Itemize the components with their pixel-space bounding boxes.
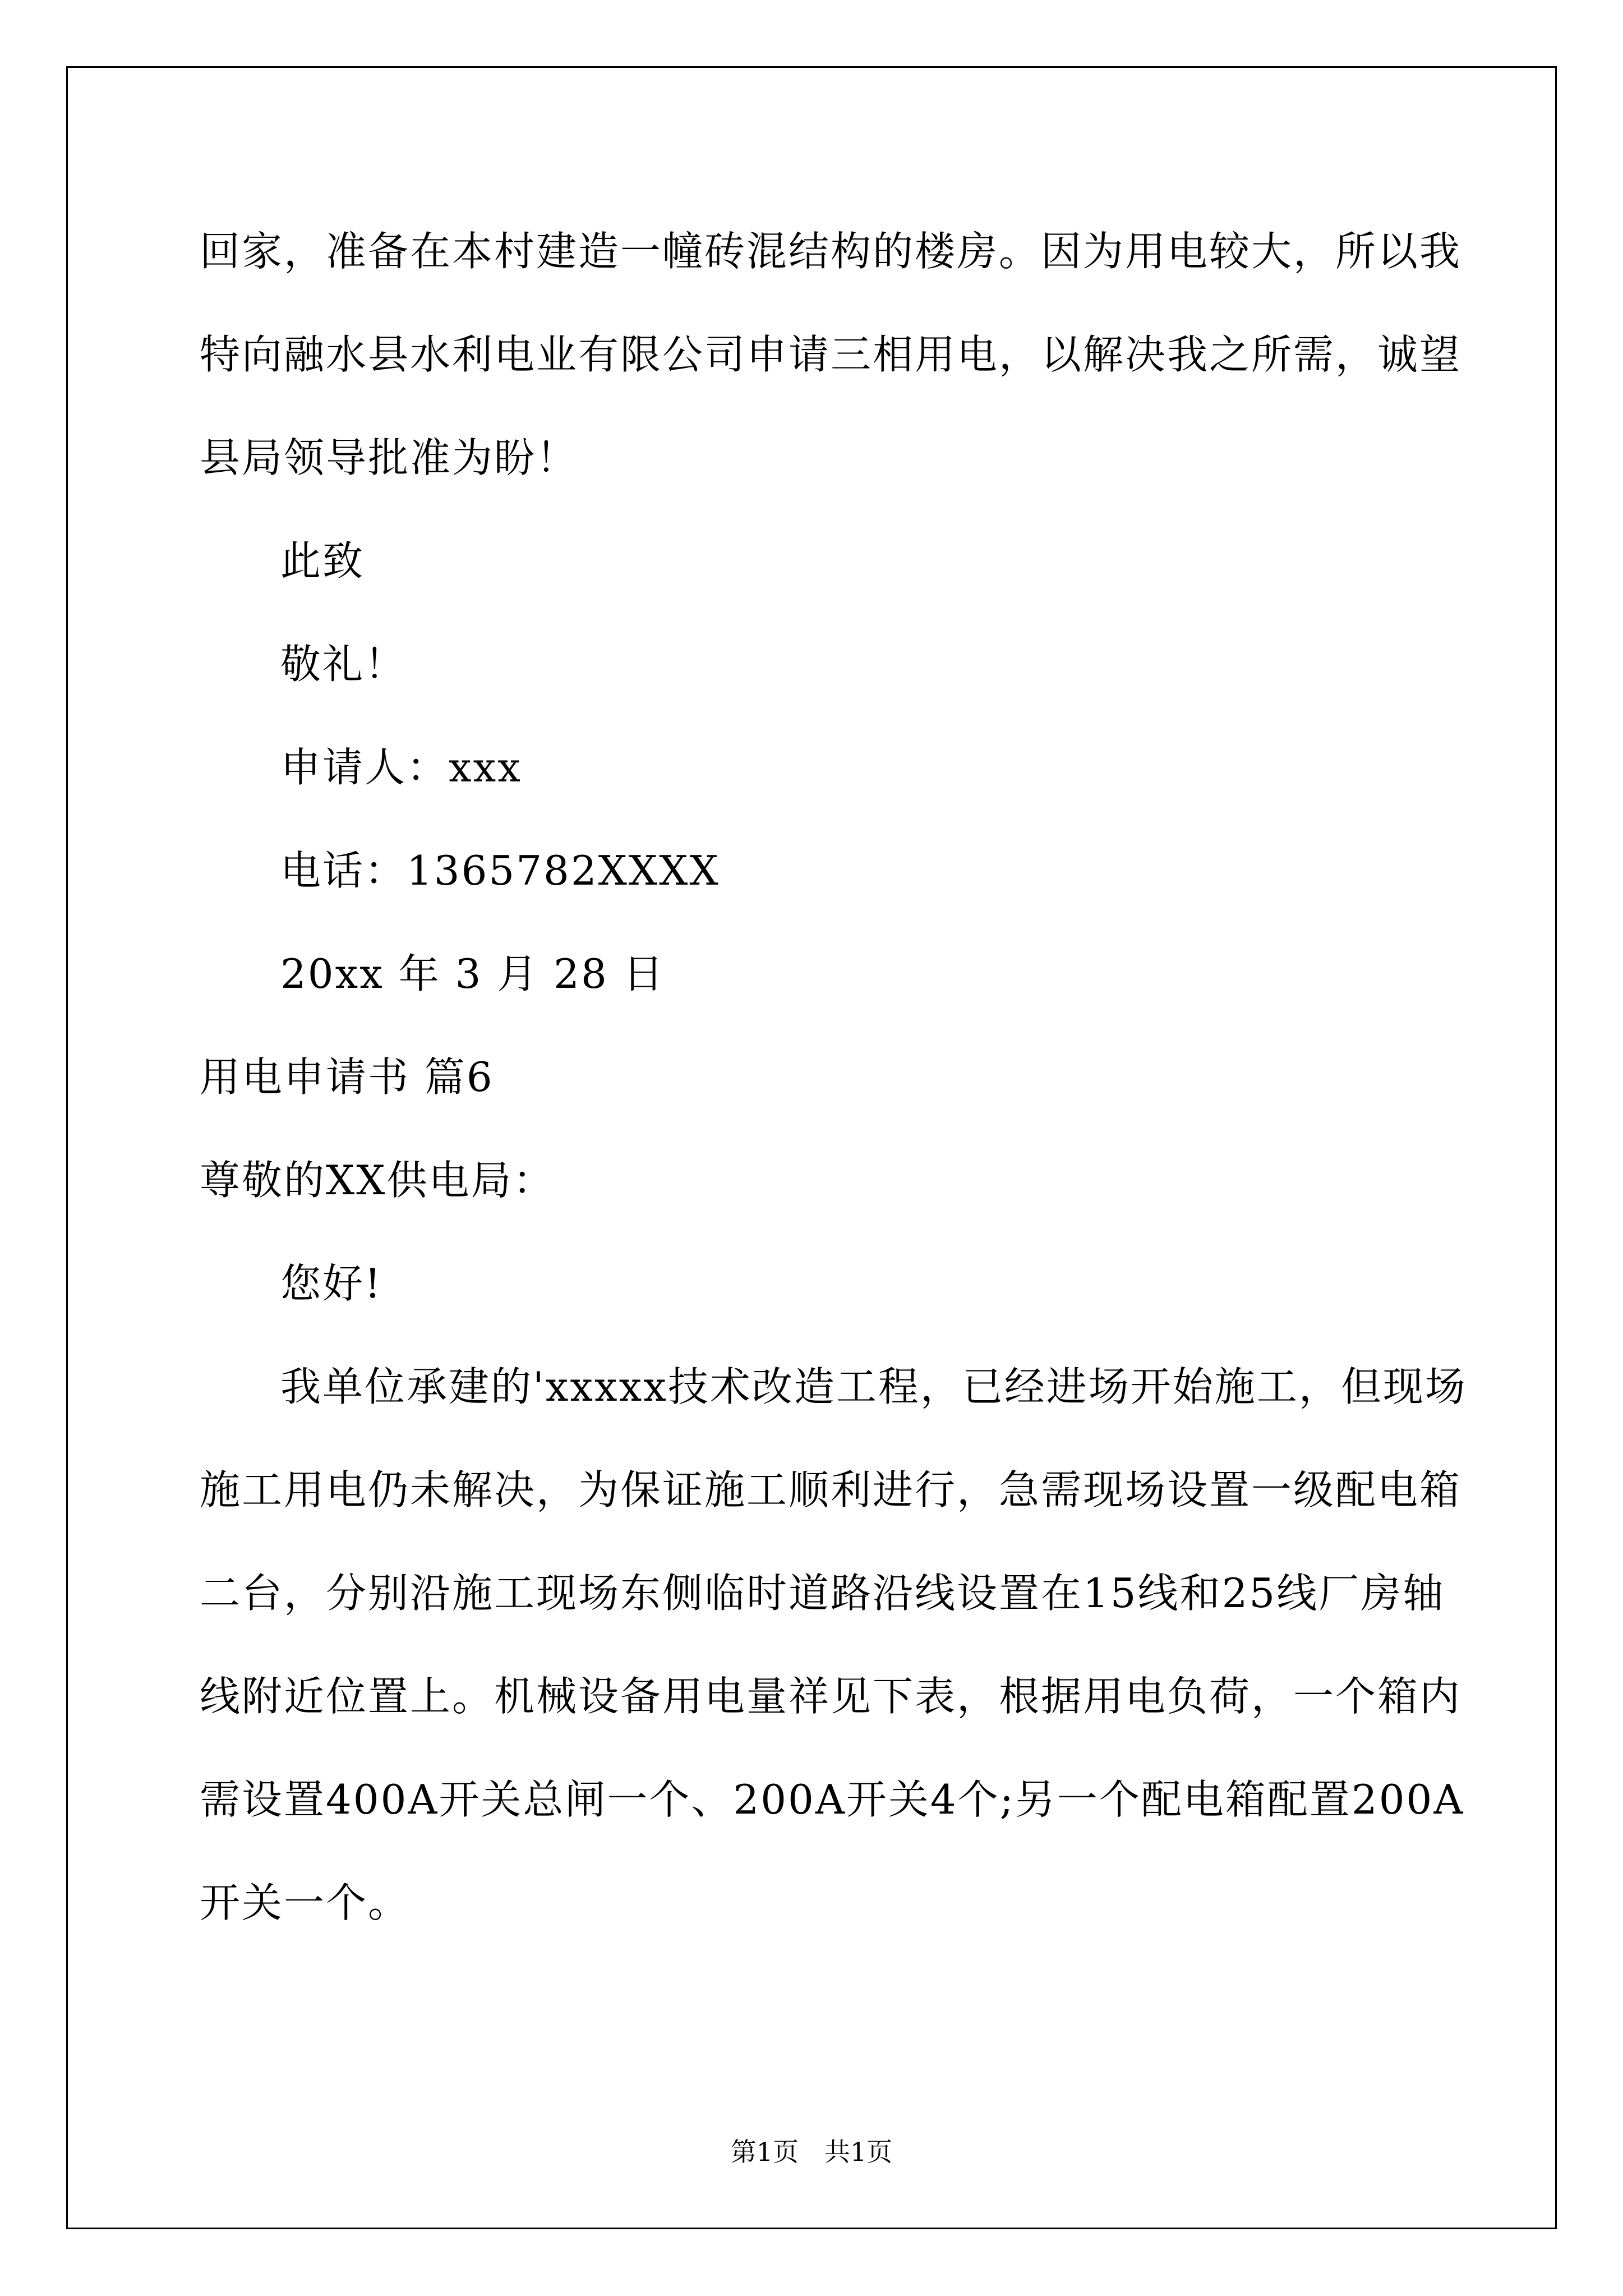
applicant-line: 申请人：xxx [280, 744, 522, 791]
body-line: 线附近位置上。机械设备用电量祥见下表，根据用电负荷，一个箱内 [200, 1673, 1462, 1720]
text-line: 特向融水县水利电业有限公司申请三相用电，以解决我之所需，诚望 [200, 331, 1462, 378]
text-line: 县局领导批准为盼！ [200, 434, 579, 481]
greeting: 您好! [280, 1260, 382, 1307]
salutation: 尊敬的XX供电局： [200, 1157, 555, 1204]
body-line: 二台，分别沿施工现场东侧临时道路沿线设置在15线和25线厂房轴 [200, 1570, 1445, 1617]
closing-line: 此致 [280, 537, 365, 585]
section-title: 用电申请书 篇6 [200, 1053, 494, 1101]
phone-line: 电话：1365782XXXX [280, 847, 720, 894]
body-line: 开关一个。 [200, 1879, 411, 1926]
body-line: 我单位承建的'xxxxx技术改造工程，已经进场开始施工，但现场 [280, 1363, 1467, 1410]
body-line: 需设置400A开关总闸一个、200A开关4个;另一个配电箱配置200A [200, 1776, 1465, 1823]
page-footer: 第1页 共1页 [730, 2137, 893, 2167]
date-line: 20xx 年 3 月 28 日 [280, 950, 665, 997]
body-line: 施工用电仍未解决，为保证施工顺利进行，急需现场设置一级配电箱 [200, 1466, 1462, 1513]
text-line: 回家，准备在本村建造一幢砖混结构的楼房。因为用电较大，所以我 [200, 228, 1462, 275]
closing-line: 敬礼！ [280, 641, 407, 688]
